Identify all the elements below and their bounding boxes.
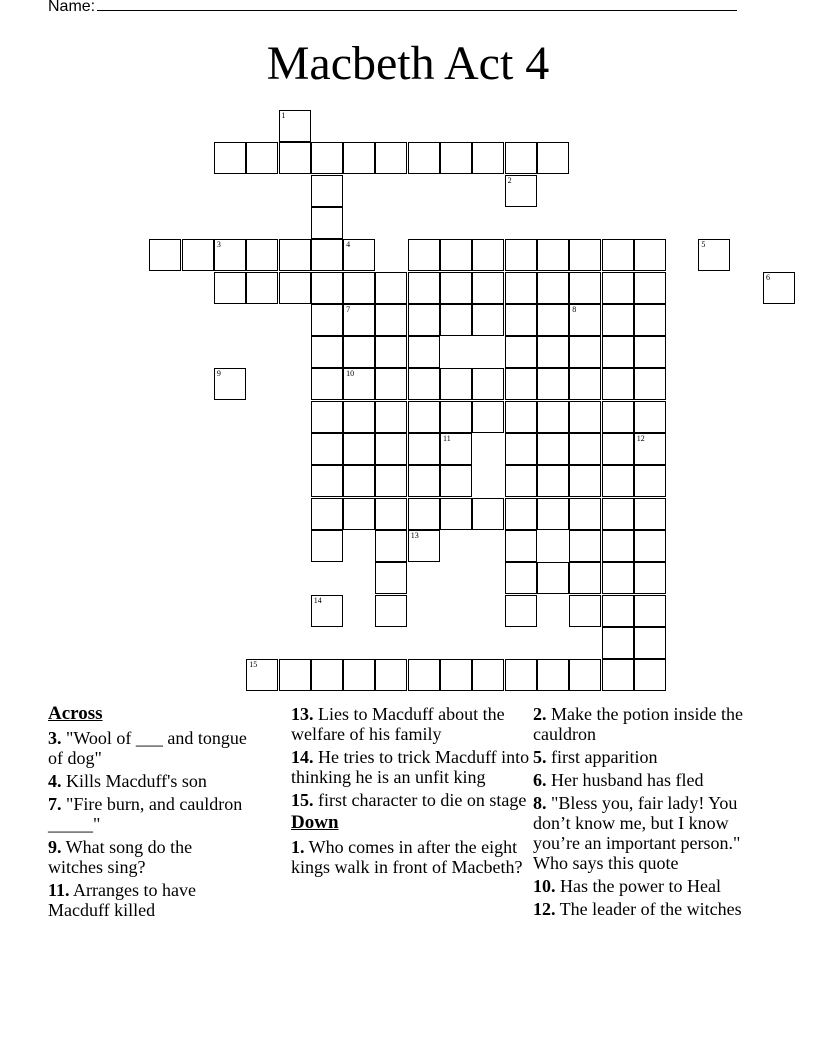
crossword-cell[interactable]: [375, 304, 407, 336]
clues-across-column: [48, 704, 248, 923]
clue-item-number: 5.: [533, 747, 547, 767]
clue-number: 5: [701, 240, 706, 250]
crossword-cell[interactable]: [408, 401, 440, 433]
clue-item-text: Who comes in after the eight kings walk in front of Macbeth?: [291, 837, 523, 877]
crossword-cell[interactable]: [343, 659, 375, 691]
crossword-cell[interactable]: [505, 272, 537, 304]
crossword-cell[interactable]: [343, 465, 375, 497]
crossword-cell[interactable]: [472, 659, 504, 691]
crossword-cell[interactable]: [440, 659, 472, 691]
crossword-cell[interactable]: [214, 272, 246, 304]
crossword-cell[interactable]: [246, 272, 278, 304]
crossword-cell[interactable]: [569, 465, 601, 497]
crossword-cell[interactable]: [375, 562, 407, 594]
clue-item: [48, 771, 248, 791]
clue-item: [48, 837, 248, 877]
crossword-cell[interactable]: [634, 368, 666, 400]
crossword-cell[interactable]: [408, 368, 440, 400]
crossword-cell[interactable]: [634, 659, 666, 691]
crossword-cell[interactable]: [472, 272, 504, 304]
clue-number: 15: [249, 660, 258, 670]
clue-item-number: 7.: [48, 794, 62, 814]
across-heading: Across: [48, 703, 103, 724]
clue-item-text: The leader of the witches: [555, 899, 742, 919]
crossword-cell[interactable]: [472, 498, 504, 530]
clue-item-text: He tries to trick Macduff into thinking he is an unfit king: [291, 747, 530, 787]
crossword-cell[interactable]: [246, 659, 278, 691]
clue-item-number: 11.: [48, 880, 70, 900]
crossword-cell[interactable]: [634, 530, 666, 562]
crossword-cell[interactable]: [408, 465, 440, 497]
crossword-cell[interactable]: [505, 304, 537, 336]
crossword-cell[interactable]: [505, 401, 537, 433]
crossword-cell[interactable]: [602, 304, 634, 336]
name-label: Name:: [48, 0, 96, 15]
crossword-cell[interactable]: [311, 304, 343, 336]
crossword-cell[interactable]: [569, 272, 601, 304]
crossword-cell[interactable]: [182, 239, 214, 271]
crossword-cell[interactable]: [246, 142, 278, 174]
clue-number: 13: [410, 530, 419, 540]
crossword-cell[interactable]: [311, 239, 343, 271]
crossword-cell[interactable]: [505, 142, 537, 174]
crossword-cell[interactable]: [602, 336, 634, 368]
clue-item-text: Arranges to have Macduff killed: [48, 880, 196, 920]
clue-item-text: first apparition: [546, 747, 658, 767]
crossword-cell[interactable]: [343, 304, 375, 336]
crossword-cell[interactable]: [214, 142, 246, 174]
clue-number: 8: [572, 304, 577, 314]
crossword-cell[interactable]: [537, 239, 569, 271]
clue-item: [48, 728, 248, 768]
crossword-cell[interactable]: [311, 207, 343, 239]
crossword-cell[interactable]: [149, 239, 181, 271]
crossword-cell[interactable]: [408, 530, 440, 562]
clue-number: 9: [216, 369, 221, 379]
crossword-cell[interactable]: [602, 368, 634, 400]
crossword-cell[interactable]: [505, 239, 537, 271]
crossword-cell[interactable]: [440, 465, 472, 497]
clue-number: 14: [313, 595, 322, 605]
crossword-cell[interactable]: [343, 239, 375, 271]
crossword-cell[interactable]: [311, 659, 343, 691]
crossword-cell[interactable]: [634, 336, 666, 368]
clue-item-number: 13.: [291, 704, 314, 724]
crossword-cell[interactable]: [569, 498, 601, 530]
crossword-cell[interactable]: [537, 498, 569, 530]
crossword-cell[interactable]: [634, 304, 666, 336]
clue-number: 4: [346, 240, 351, 250]
crossword-cell[interactable]: [634, 239, 666, 271]
clue-number: 2: [507, 175, 512, 185]
crossword-cell[interactable]: [440, 272, 472, 304]
crossword-cell[interactable]: [634, 627, 666, 659]
crossword-cell[interactable]: [311, 368, 343, 400]
clue-item-text: Her husband has fled: [546, 770, 704, 790]
clue-item-number: 6.: [533, 770, 547, 790]
crossword-cell[interactable]: [602, 465, 634, 497]
crossword-cell[interactable]: [311, 336, 343, 368]
crossword-cell[interactable]: [505, 595, 537, 627]
clue-item: [533, 704, 758, 744]
crossword-cell[interactable]: [472, 368, 504, 400]
crossword-cell[interactable]: [602, 595, 634, 627]
crossword-cell[interactable]: [311, 498, 343, 530]
crossword-cell[interactable]: [311, 433, 343, 465]
crossword-cell[interactable]: [634, 465, 666, 497]
crossword-cell[interactable]: [440, 304, 472, 336]
crossword-cell[interactable]: [375, 368, 407, 400]
clue-number: 3: [216, 240, 221, 250]
crossword-cell[interactable]: [602, 627, 634, 659]
clue-item: [48, 794, 248, 834]
clue-item-text: "Fire burn, and cauldron _____": [48, 794, 243, 834]
down-heading: Down: [291, 812, 339, 833]
crossword-cell[interactable]: [440, 433, 472, 465]
crossword-cell[interactable]: [634, 401, 666, 433]
crossword-cell[interactable]: [602, 562, 634, 594]
crossword-cell[interactable]: [375, 498, 407, 530]
clues-middle-column: [291, 704, 531, 880]
crossword-cell[interactable]: [537, 272, 569, 304]
crossword-cell[interactable]: [408, 272, 440, 304]
crossword-cell[interactable]: [440, 498, 472, 530]
clue-item: [291, 837, 531, 877]
crossword-cell[interactable]: [569, 530, 601, 562]
crossword-cell[interactable]: [505, 336, 537, 368]
crossword-cell[interactable]: [375, 659, 407, 691]
clue-item-number: 12.: [533, 899, 556, 919]
crossword-cell[interactable]: [440, 368, 472, 400]
crossword-cell[interactable]: [343, 401, 375, 433]
crossword-cell[interactable]: [279, 239, 311, 271]
crossword-cell[interactable]: [375, 401, 407, 433]
crossword-cell[interactable]: [602, 530, 634, 562]
crossword-cell[interactable]: [375, 465, 407, 497]
crossword-cell[interactable]: [698, 239, 730, 271]
clue-item-text: Kills Macduff's son: [61, 771, 207, 791]
crossword-cell[interactable]: [440, 239, 472, 271]
crossword-cell[interactable]: [279, 272, 311, 304]
crossword-cell[interactable]: [311, 530, 343, 562]
crossword-cell[interactable]: [408, 304, 440, 336]
crossword-cell[interactable]: [505, 530, 537, 562]
clue-number: 7: [346, 304, 351, 314]
crossword-cell[interactable]: [634, 595, 666, 627]
crossword-cell[interactable]: [375, 272, 407, 304]
crossword-cell[interactable]: [279, 659, 311, 691]
crossword-cell[interactable]: [602, 659, 634, 691]
clue-item: [291, 747, 531, 787]
clue-item-number: 14.: [291, 747, 314, 767]
clue-item-text: Has the power to Heal: [555, 876, 721, 896]
clues-down-column: [533, 704, 758, 922]
clue-item-number: 8.: [533, 793, 547, 813]
crossword-cell[interactable]: [472, 239, 504, 271]
crossword-cell[interactable]: [343, 142, 375, 174]
crossword-cell[interactable]: [375, 530, 407, 562]
clue-item-number: 2.: [533, 704, 547, 724]
crossword-cell[interactable]: [569, 336, 601, 368]
crossword-cell[interactable]: [569, 595, 601, 627]
crossword-cell[interactable]: [408, 498, 440, 530]
crossword-cell[interactable]: [537, 433, 569, 465]
clue-item: [533, 747, 758, 767]
crossword-cell[interactable]: [375, 433, 407, 465]
clue-number: 11: [443, 434, 451, 443]
crossword-cell[interactable]: [569, 304, 601, 336]
crossword-cell[interactable]: [505, 659, 537, 691]
clue-number: 12: [636, 434, 645, 443]
crossword-cell[interactable]: [214, 239, 246, 271]
clue-item: [291, 790, 531, 810]
crossword-cell[interactable]: [375, 595, 407, 627]
crossword-cell[interactable]: [763, 272, 795, 304]
crossword-cell[interactable]: [408, 433, 440, 465]
clue-item-text: Make the potion inside the cauldron: [533, 704, 743, 744]
crossword-cell[interactable]: [505, 368, 537, 400]
crossword-cell[interactable]: [505, 433, 537, 465]
crossword-cell[interactable]: [246, 239, 278, 271]
clue-item: [533, 899, 758, 919]
crossword-cell[interactable]: [343, 433, 375, 465]
crossword-cell[interactable]: [537, 142, 569, 174]
clue-item-number: 15.: [291, 790, 314, 810]
crossword-cell[interactable]: [408, 659, 440, 691]
crossword-cell[interactable]: [569, 562, 601, 594]
crossword-cell[interactable]: [634, 433, 666, 465]
crossword-cell[interactable]: [537, 336, 569, 368]
crossword-cell[interactable]: [343, 368, 375, 400]
crossword-cell[interactable]: [602, 498, 634, 530]
crossword-cell[interactable]: [537, 465, 569, 497]
crossword-cell[interactable]: [440, 401, 472, 433]
crossword-cell[interactable]: [440, 142, 472, 174]
clue-item: [291, 704, 531, 744]
clue-item-number: 10.: [533, 876, 556, 896]
crossword-cell[interactable]: [537, 304, 569, 336]
crossword-cell[interactable]: [505, 465, 537, 497]
clue-item: [533, 793, 758, 873]
crossword-cell[interactable]: [472, 304, 504, 336]
crossword-cell[interactable]: [375, 142, 407, 174]
crossword-cell[interactable]: [537, 401, 569, 433]
crossword-cell[interactable]: [343, 498, 375, 530]
clue-item: [48, 880, 248, 920]
crossword-cell[interactable]: [537, 659, 569, 691]
clue-item-text: What song do the witches sing?: [48, 837, 193, 877]
page-title: Macbeth Act 4: [266, 37, 550, 90]
crossword-cell[interactable]: [569, 659, 601, 691]
crossword-cell[interactable]: [279, 110, 311, 142]
clue-item-number: 3.: [48, 728, 62, 748]
crossword-cell[interactable]: [505, 175, 537, 207]
crossword-cell[interactable]: [311, 465, 343, 497]
crossword-cell[interactable]: [343, 272, 375, 304]
crossword-cell[interactable]: [311, 595, 343, 627]
clue-item: [533, 770, 758, 790]
clue-item-text: "Wool of ___ and tongue of dog": [48, 728, 247, 768]
clue-item-number: 9.: [48, 837, 62, 857]
crossword-cell[interactable]: [569, 368, 601, 400]
crossword-cell[interactable]: [279, 142, 311, 174]
crossword-cell[interactable]: [214, 368, 246, 400]
clue-item: [533, 876, 758, 896]
crossword-cell[interactable]: [569, 401, 601, 433]
crossword-cell[interactable]: [505, 562, 537, 594]
crossword-cell[interactable]: [311, 401, 343, 433]
crossword-cell[interactable]: [408, 336, 440, 368]
clue-number: 1: [281, 111, 286, 120]
crossword-cell[interactable]: [537, 562, 569, 594]
crossword-cell[interactable]: [311, 272, 343, 304]
crossword-cell[interactable]: [505, 498, 537, 530]
clue-item-number: 1.: [291, 837, 305, 857]
crossword-cell[interactable]: [343, 336, 375, 368]
crossword-cell[interactable]: [634, 272, 666, 304]
clue-number: 10: [346, 369, 355, 379]
crossword-cell[interactable]: [311, 142, 343, 174]
crossword-cell[interactable]: [375, 336, 407, 368]
crossword-cell[interactable]: [408, 239, 440, 271]
crossword-cell[interactable]: [537, 368, 569, 400]
crossword-cell[interactable]: [569, 239, 601, 271]
clue-number: 6: [766, 272, 770, 282]
crossword-cell[interactable]: [472, 142, 504, 174]
crossword-cell[interactable]: [472, 401, 504, 433]
crossword-cell[interactable]: [569, 433, 601, 465]
clue-item-number: 4.: [48, 771, 62, 791]
crossword-cell[interactable]: [634, 498, 666, 530]
crossword-cell[interactable]: [602, 401, 634, 433]
crossword-cell[interactable]: [311, 175, 343, 207]
crossword-cell[interactable]: [602, 272, 634, 304]
crossword-cell[interactable]: [408, 142, 440, 174]
clue-item-text: "Bless you, fair lady! You don’t know me, but I know you’re an important person." Who says this quote: [533, 793, 741, 873]
clue-item-text: first character to die on stage: [313, 790, 527, 810]
crossword-cell[interactable]: [602, 239, 634, 271]
crossword-cell[interactable]: [634, 562, 666, 594]
clue-item-text: Lies to Macduff about the welfare of his family: [291, 704, 505, 744]
crossword-cell[interactable]: [602, 433, 634, 465]
